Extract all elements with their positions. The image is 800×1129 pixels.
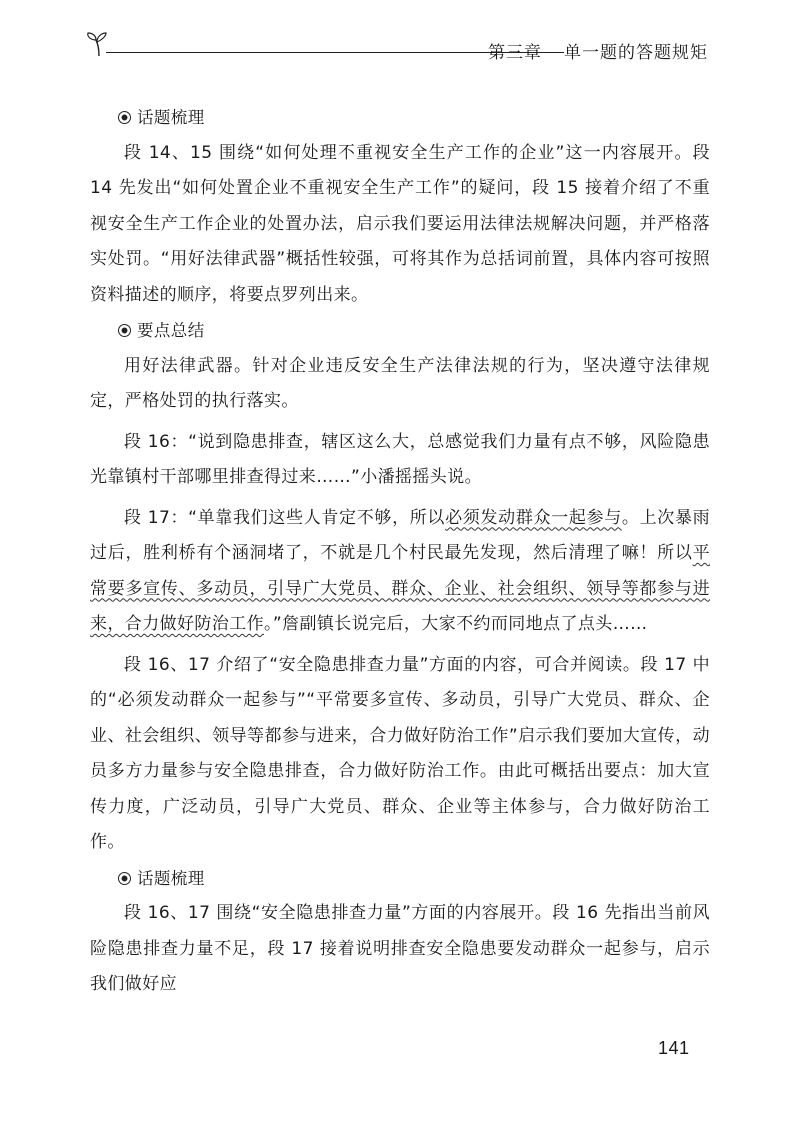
quote-paragraph-16: 段 16：“说到隐患排查，辖区这么大，总感觉我们力量有点不够，风险隐患光靠镇村干部哪里排查得过来……”小潘摇摇头说。 [90,431,710,487]
section-heading: 要点总结 [90,313,710,349]
header-title [488,38,708,63]
analysis-paragraph: 段 16、17 介绍了“安全隐患排查力量”方面的内容，可合并阅读。段 17 中的“必须发动群众一起参与”“平常要多宣传、多动员，引导广大党员、群众、企业、社会组织、领导等都参与进来，合力做好防治工作”启示我们要加大宣传，动员多方力量参与安全隐患排查，合力做好防治工作。由此可概括出要点：加大宣传力度，广泛动员，引导广大党员、群众、企业等主体参与，合力做好防治工作。 [90,654,710,852]
chapter-label: 第三章 [488,43,542,63]
wavy-underline: 必须发动群众一起参与 [445,507,622,528]
wavy-underline: 平常要多宣传、多动员，引导广大党员、群众、企业、社会组织、领导等都参与进来，合力做好防治工作 [90,543,710,634]
page-body [90,100,710,1003]
bullet-icon [118,324,131,337]
section-heading: 话题梳理 [90,861,710,897]
quote-paragraph-17: 段 17：“单靠我们这些人肯定不够，所以必须发动群众一起参与。上次暴雨过后，胜利桥有个涵洞堵了，不就是几个村民最先发现，然后清理了嘛！所以平常要多宣传、多动员，引导广大党员、群众、企业、社会组织、领导等都参与进来，合力做好防治工作。”詹副镇长说完后，大家不约而同地点了点头…… [90,507,711,634]
bullet-icon [118,111,131,124]
bullet-icon [118,872,131,885]
paragraph: 用好法律武器。针对企业违反安全生产法律法规的行为，坚决遵守法律规定，严格处罚的执行落实。 [90,355,710,411]
sprout-icon [84,30,114,60]
page-number: 141 [658,1038,690,1058]
chapter-title: 单一题的答题规矩 [564,43,708,63]
section-heading: 话题梳理 [90,100,710,136]
paragraph: 段 14、15 围绕“如何处理不重视安全生产工作的企业”这一内容展开。段 14 先发出“如何处置企业不重视安全生产工作”的疑问，段 15 接着介绍了不重视安全生产工作企业的处置办法，启示我们要运用法律法规解决问题，并严格落实处罚。“用好法律武器”概括性较强，可将其作为总括词前置，具体内容可按照资料描述的顺序，将要点罗列出来。 [90,142,710,305]
paragraph: 段 16、17 围绕“安全隐患排查力量”方面的内容展开。段 16 先指出当前风险隐患排查力量不足，段 17 接着说明排查安全隐患要发动群众一起参与，启示我们做好应 [90,903,710,994]
running-header [84,30,708,70]
